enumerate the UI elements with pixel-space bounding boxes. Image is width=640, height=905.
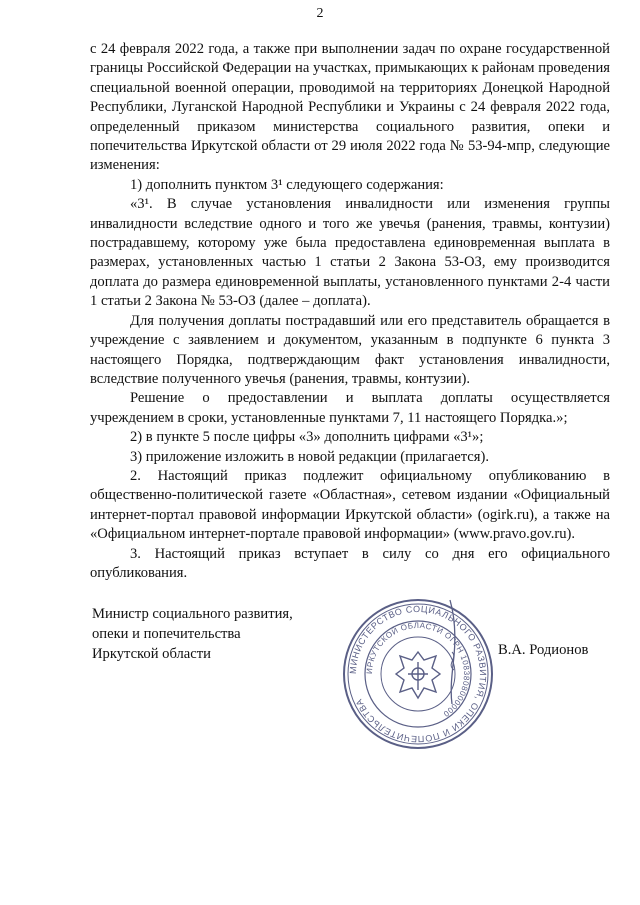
paragraph: с 24 февраля 2022 года, а также при выполнении задач по охране государственной границы Российской Федерации на участках, примыкающих к районам проведения специальной военной операции, проводимой на территориях Донецкой Народной Республики, Луганской Народной Республики и Украины с 24 февраля 2022 года, определенный приказом министерства социального развития, опеки и попечительства Иркутской области от 29 июля 2022 года № 53-94-мпр, следующие изменения: — [90, 41, 610, 174]
paragraph: Решение о предоставлении и выплата доплаты осуществляется учреждением в сроки, установленные пунктами 7, 11 настоящего Порядка.»; — [90, 390, 610, 426]
seal-inner-text: ИРКУТСКОЙ ОБЛАСТИ ОГРН 1083808000000 — [364, 620, 472, 719]
paragraph: 3) приложение изложить в новой редакции (прилагается). — [130, 448, 489, 465]
paragraph: «3¹. В случае установления инвалидности или изменения группы инвалидности вследствие одного и того же увечья (ранения, травмы, контузии) пострадавшему, которому уже была предоставлена единовременная выплата в размерах, установленных частью 1 статьи 2 Закона 53-ОЗ, ему производится доплата до размера единовременной выплаты, установленного пунктами 2-4 части 1 статьи 2 Закона № 53-ОЗ (далее – доплата). — [90, 196, 610, 310]
paragraph: Для получения доплаты пострадавший или его представитель обращается в учреждение с заявлением и документом, указанным в подпункте 6 пункта 3 настоящего Порядка, подтверждающим факт установления инвалидности, вследствие полученного увечья (ранения, травмы, контузии). — [90, 312, 610, 387]
seal-graphic — [338, 594, 498, 754]
official-seal — [338, 594, 498, 754]
signatory-title — [92, 604, 352, 664]
signatory-title-line: Министр социального развития, — [92, 606, 293, 622]
signatory-title-line: опеки и попечительства — [92, 626, 241, 642]
paragraph: 2) в пункте 5 после цифры «3» дополнить цифрами «3¹»; — [130, 429, 484, 446]
coat-of-arms-icon — [396, 652, 440, 698]
page-number: 2 — [316, 6, 324, 21]
seal-outer-text: МИНИСТЕРСТВО СОЦИАЛЬНОГО РАЗВИТИЯ, ОПЕКИ И ПОПЕЧИТЕЛЬСТВА — [347, 603, 489, 745]
document-body — [90, 40, 610, 583]
signatory-name: В.А. Родионов — [498, 642, 589, 658]
signatory-title-line: Иркутской области — [92, 646, 211, 662]
paragraph: 2. Настоящий приказ подлежит официальному опубликованию в общественно-политической газете «Областная», сетевом издании «Официальный интернет-портал правовой информации Иркутской области» (ogirk.ru), а также на «Официальном интернет-портале правовой информации» (www.pravo.gov.ru). — [90, 467, 610, 543]
paragraph: 1) дополнить пунктом 3¹ следующего содержания: — [130, 176, 444, 193]
paragraph: 3. Настоящий приказ вступает в силу со дня его официального опубликования. — [90, 545, 610, 581]
